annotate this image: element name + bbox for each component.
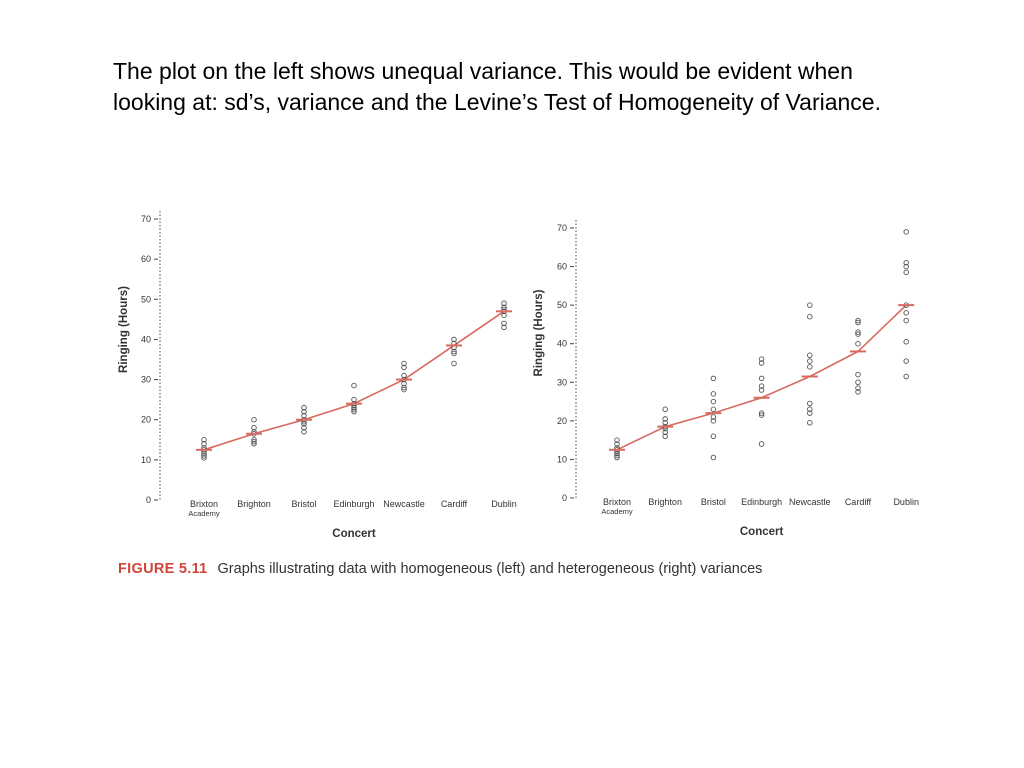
right-data-point xyxy=(808,359,813,364)
left-data-point xyxy=(252,417,257,422)
slide-text-line-1: The plot on the left shows unequal variance. This would be evident when xyxy=(113,58,853,84)
right-category-label: Edinburgh xyxy=(741,497,783,507)
right-data-point xyxy=(711,392,716,397)
right-category-label: Bristol xyxy=(700,497,726,507)
left-data-point xyxy=(452,361,457,366)
right-data-point xyxy=(711,407,716,412)
right-y-tick-label: 50 xyxy=(556,300,567,311)
right-data-point xyxy=(904,374,909,379)
left-y-tick-label: 10 xyxy=(140,454,151,465)
right-category-label: Academy xyxy=(601,507,633,516)
right-category-label: Dublin xyxy=(893,497,919,507)
right-data-point xyxy=(711,376,716,381)
left-x-axis-title: Concert xyxy=(332,528,376,540)
left-category-label: Dublin xyxy=(491,499,517,509)
right-data-point xyxy=(904,318,909,323)
right-y-tick-label: 30 xyxy=(556,377,567,388)
right-category-label: Newcastle xyxy=(789,497,831,507)
right-data-point xyxy=(808,353,813,358)
left-data-point xyxy=(352,383,357,388)
left-y-tick-label: 40 xyxy=(140,334,151,345)
right-category-label: Brighton xyxy=(648,497,682,507)
right-chart-heterogeneous xyxy=(520,200,940,550)
right-data-point xyxy=(808,420,813,425)
figure-caption xyxy=(118,561,818,577)
left-y-tick-label: 50 xyxy=(140,294,151,305)
left-y-tick-label: 60 xyxy=(140,254,151,265)
slide-text xyxy=(113,56,993,118)
right-y-tick-label: 20 xyxy=(556,415,567,426)
slide-text-line-2: looking at: sd’s, variance and the Levine’s Test of Homogeneity of Variance. xyxy=(113,89,881,115)
right-y-tick-label: 60 xyxy=(556,261,567,272)
right-y-tick-label: 70 xyxy=(556,223,567,233)
right-data-point xyxy=(904,339,909,344)
right-data-point xyxy=(808,365,813,370)
right-mean-line xyxy=(617,305,906,450)
right-data-point xyxy=(904,311,909,316)
left-category-label: Cardiff xyxy=(440,499,468,509)
right-data-point xyxy=(663,407,668,412)
left-category-label: Brighton xyxy=(237,499,271,509)
right-data-point xyxy=(711,434,716,439)
right-y-tick-label: 40 xyxy=(556,338,567,349)
right-x-axis-title: Concert xyxy=(739,526,784,538)
right-data-point xyxy=(808,303,813,308)
right-data-point xyxy=(808,401,813,406)
right-data-point xyxy=(856,372,861,377)
left-category-label: Edinburgh xyxy=(333,499,375,509)
right-data-point xyxy=(904,270,909,275)
left-category-label: Academy xyxy=(188,509,220,518)
left-y-tick-label: 0 xyxy=(145,495,151,505)
left-y-tick-label: 70 xyxy=(140,214,151,224)
right-category-label: Cardiff xyxy=(844,497,872,507)
right-data-point xyxy=(856,341,861,346)
left-category-label: Bristol xyxy=(291,499,317,509)
right-data-point xyxy=(759,376,764,381)
figure-caption-text: Graphs illustrating data with homogeneous (left) and heterogeneous (right) variances xyxy=(217,561,763,577)
right-category-label: Brixton xyxy=(602,497,632,507)
left-mean-line xyxy=(204,311,504,449)
right-data-point xyxy=(711,455,716,460)
left-y-tick-label: 20 xyxy=(140,414,151,425)
right-data-point xyxy=(904,359,909,364)
right-data-point xyxy=(808,314,813,319)
right-data-point xyxy=(759,442,764,447)
left-y-axis-title: Ringing (Hours) xyxy=(118,286,130,373)
right-data-point xyxy=(711,399,716,404)
left-y-tick-label: 30 xyxy=(140,374,151,385)
right-y-axis-title: Ringing (Hours) xyxy=(533,289,545,377)
right-data-point xyxy=(856,380,861,385)
right-y-tick-label: 10 xyxy=(556,454,567,465)
right-y-tick-label: 0 xyxy=(561,493,567,503)
left-category-label: Newcastle xyxy=(383,499,425,509)
left-category-label: Brixton xyxy=(189,499,219,509)
figure-label: FIGURE 5.11 xyxy=(118,561,208,577)
left-chart-homogeneous xyxy=(100,200,540,550)
right-data-point xyxy=(904,230,909,235)
